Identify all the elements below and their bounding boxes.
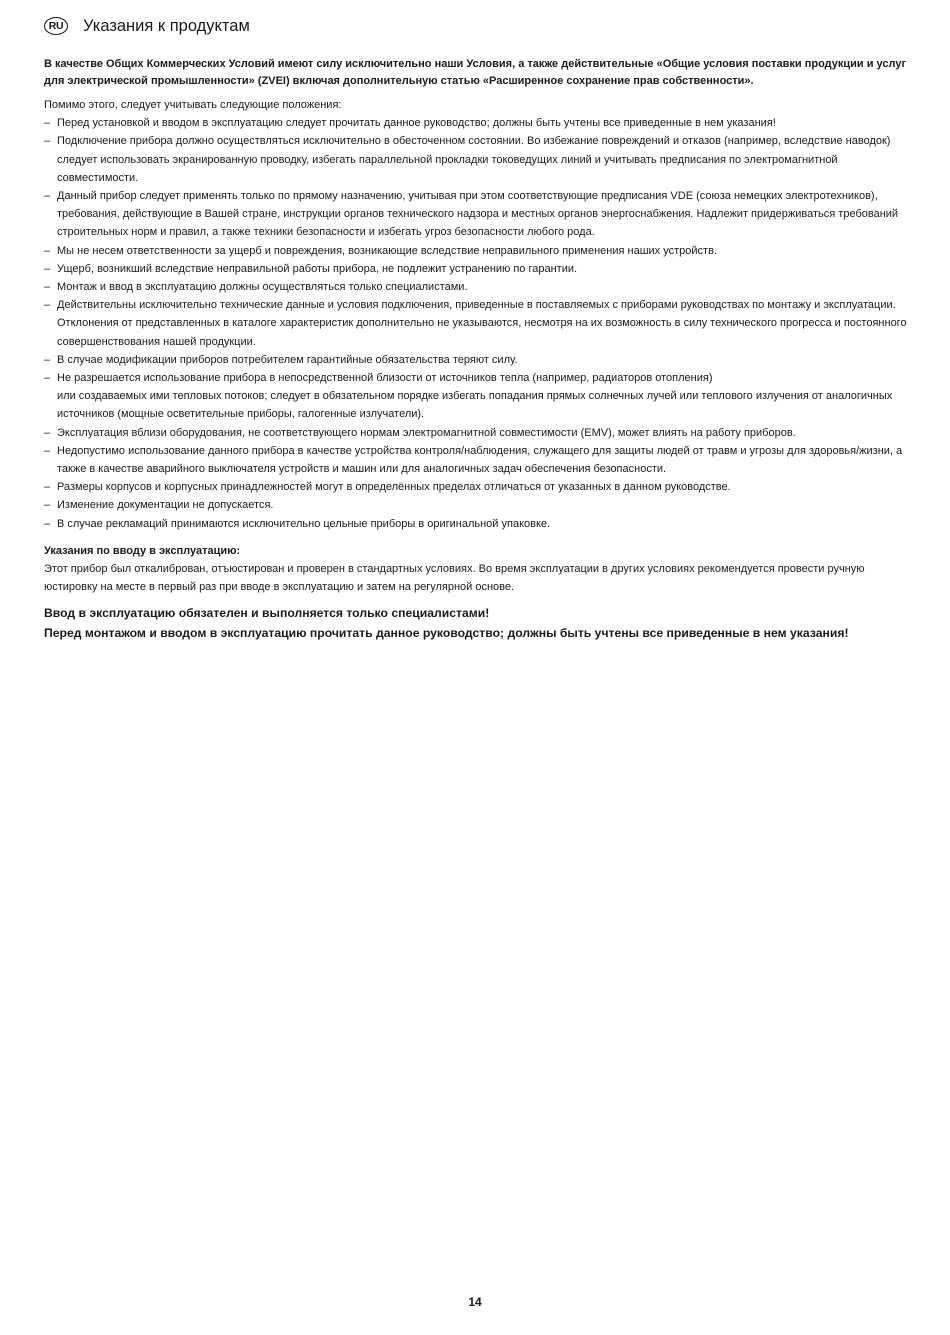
closing-notice-specialists: Ввод в эксплуатацию обязателен и выполняется только специалистами! [44, 606, 490, 621]
list-item: – Изменение документации не допускается. [44, 499, 274, 512]
list-item: – Ущерб, возникший вследствие неправильной работы прибора, не подлежит устранению по гарантии. [44, 262, 578, 275]
language-badge: RU [44, 17, 68, 35]
list-item: – Не разрешается использование прибора в непосредственной близости от источников тепла (например, радиаторов отопления) или создаваемых ими тепловых потоков; следует в обязательном порядке избегать попадания прямых солнечных лучей или теплового излучения от аналогичных источников (мощные осветительные приборы, галогенные излучатели). [44, 372, 893, 421]
terms-paragraph: В качестве Общих Коммерческих Условий имеют силу исключительно наши Условия, а также действительные «Общие условия поставки продукции и услуг для электрической промышленности» (ZVEI) включая дополнительную статью «Расширенное сохранение прав собственности». [44, 58, 907, 87]
page-header [44, 14, 250, 38]
list-item: – Действительны исключительно технические данные и условия подключения, приведенные в поставляемых с приборами руководствах по монтажу и эксплуатации. Отклонения от представленных в каталоге характеристик дополнительно не указываются, несмотря на их возможность в силу технического прогресса и постоянного совершенствования нашей продукции. [44, 299, 907, 348]
list-item: – Перед установкой и вводом в эксплуатацию следует прочитать данное руководство; должны быть учтены все приведенные в нем указания! [44, 117, 776, 130]
list-item: – Подключение прибора должно осуществляться исключительно в обесточенном состоянии. Во избежание повреждений и отказов (например, вследствие наводок) следует использовать экранированную проводку, избегать параллельной прокладки токоведущих линий и учитывать предписания по электромагнитной совместимости. [44, 135, 891, 184]
commissioning-text: Этот прибор был откалиброван, отъюстирован и проверен в стандартных условиях. Во время эксплуатации в других условиях рекомендуется провести ручную юстировку на месте в первый раз при вводе в эксплуатацию и затем на регулярной основе. [44, 562, 865, 594]
list-item: – В случае рекламаций принимаются исключительно цельные приборы в оригинальной упаковке. [44, 517, 551, 530]
page-title: Указания к продуктам [83, 16, 250, 35]
document-body [44, 56, 910, 643]
list-item: – Данный прибор следует применять только по прямому назначению, учитывая при этом соответствующие предписания VDE (союза немецких электротехников), требования, действующие в Вашей стране, инструкции органов технического надзора и местных органов энергоснабжения. Надлежит придерживаться требований строительных норм и правил, а также техники безопасности и избегать угроз безопасности любого рода. [44, 190, 899, 239]
list-item: – Недопустимо использование данного прибора в качестве устройства контроля/наблюдения, служащего для защиты людей от травм и угрозы для здоровья/жизни, а также в качестве аварийного выключателя устройств и машин или для аналогичных задач обеспечения безопасности. [44, 444, 903, 476]
list-item: – Эксплуатация вблизи оборудования, не соответствующего нормам электромагнитной совместимости (EMV), может влиять на работу приборов. [44, 426, 796, 439]
list-item: – Монтаж и ввод в эксплуатацию должны осуществляться только специалистами. [44, 281, 468, 294]
page-number: 14 [468, 1295, 482, 1309]
list-item: – Мы не несем ответственности за ущерб и повреждения, возникающие вследствие неправильного применения наших устройств. [44, 244, 717, 257]
closing-notice-read-manual: Перед монтажом и вводом в эксплуатацию прочитать данное руководство; должны быть учтены все приведенные в нем указания! [44, 626, 849, 641]
lead-in-text: Помимо этого, следует учитывать следующие положения: [44, 99, 342, 111]
list-item: – Размеры корпусов и корпусных принадлежностей могут в определённых пределах отличаться от указанных в данном руководстве. [44, 481, 731, 494]
provisions-list [44, 114, 910, 533]
list-item: – В случае модификации приборов потребителем гарантийные обязательства теряют силу. [44, 353, 518, 366]
commissioning-heading: Указания по вводу в эксплуатацию: [44, 544, 241, 557]
